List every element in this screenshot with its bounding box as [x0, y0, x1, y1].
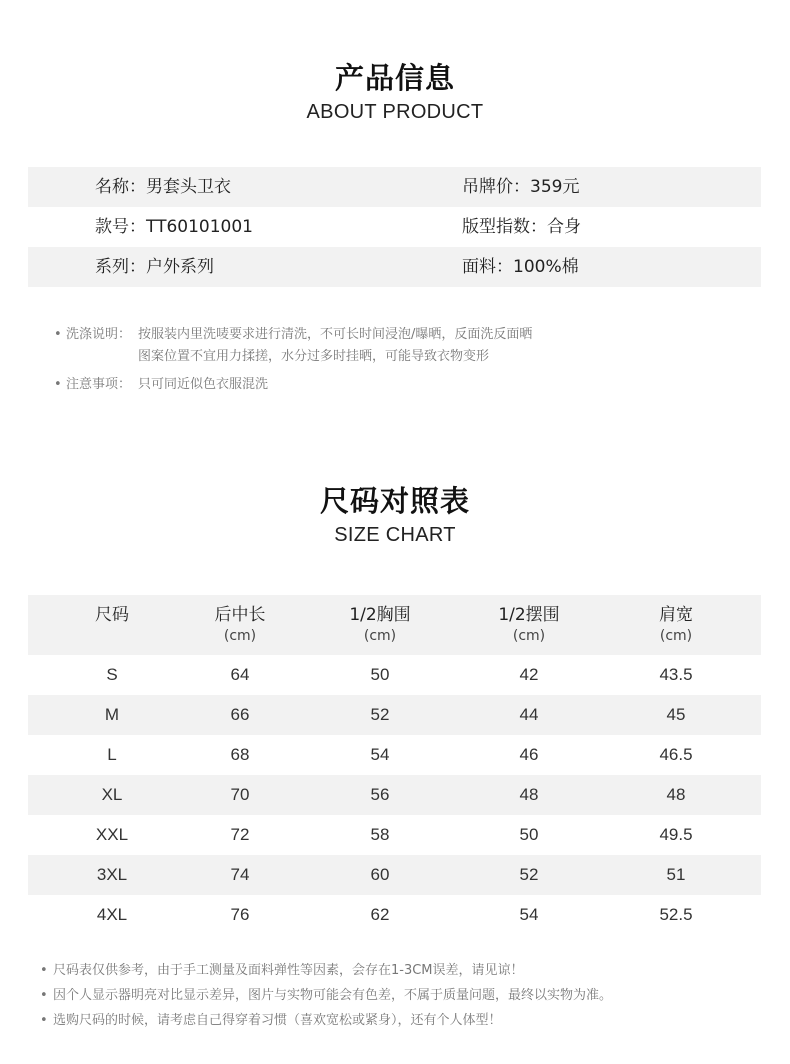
header-half-hem: 1/2摆围 (cm): [498, 605, 560, 644]
footnote: [40, 958, 612, 983]
cell-half-hem: 52: [519, 865, 539, 884]
size-footnotes: [40, 958, 612, 1033]
bullet-dot: •: [40, 988, 48, 1003]
table-row: [28, 655, 761, 695]
size-table-header: [28, 595, 761, 655]
product-info-subtitle: ABOUT PRODUCT: [306, 101, 484, 123]
cell-size: M: [104, 705, 120, 724]
product-info-title: 产品信息: [334, 61, 455, 95]
table-row: [28, 735, 761, 775]
info-price: 吊牌价：359元: [462, 177, 580, 197]
cell-half-hem: 46: [519, 745, 539, 764]
note-text: 只可同近似色衣服混洗: [138, 377, 269, 392]
table-row: [28, 815, 761, 855]
cell-half-hem: 48: [519, 785, 539, 804]
footnote: [40, 983, 612, 1008]
cell-half-chest: 56: [370, 785, 390, 804]
bullet-dot: •: [54, 377, 62, 392]
note-label: 洗涤说明：: [66, 327, 132, 342]
product-info-table: [28, 167, 761, 287]
cell-half-chest: 52: [370, 705, 390, 724]
cell-half-hem: 50: [519, 825, 539, 844]
info-fit-index: 版型指数：合身: [462, 217, 581, 237]
cell-half-chest: 54: [370, 745, 390, 764]
info-name: 名称：男套头卫衣: [95, 177, 231, 197]
cell-half-chest: 50: [370, 665, 390, 684]
cell-half-chest: 58: [370, 825, 390, 844]
table-row: [28, 855, 761, 895]
cell-back-length: 64: [230, 665, 250, 684]
cell-size: S: [106, 665, 118, 684]
table-row: [28, 895, 761, 935]
cell-back-length: 74: [230, 865, 250, 884]
cell-size: 4XL: [96, 905, 128, 924]
bullet-dot: •: [40, 1013, 48, 1028]
care-notes: [52, 324, 532, 396]
footnote-text: 因个人显示器明亮对比显示差异，图片与实物可能会有色差，不属于质量问题，最终以实物为准。: [53, 988, 613, 1003]
cell-size: L: [107, 745, 117, 764]
cell-half-chest: 60: [370, 865, 390, 884]
cell-shoulder-width: 45: [666, 705, 686, 724]
size-chart-title: 尺码对照表: [319, 484, 470, 518]
cell-half-hem: 54: [519, 905, 539, 924]
header-half-chest: 1/2胸围 (cm): [349, 605, 411, 644]
cell-back-length: 68: [230, 745, 250, 764]
cell-shoulder-width: 46.5: [659, 745, 693, 764]
cell-half-chest: 62: [370, 905, 390, 924]
cell-shoulder-width: 51: [666, 865, 686, 884]
cell-shoulder-width: 48: [666, 785, 686, 804]
bullet-dot: •: [54, 327, 62, 342]
footnote-text: 选购尺码的时候，请考虑自己得穿着习惯（喜欢宽松或紧身），还有个人体型！: [53, 1013, 502, 1028]
size-chart-subtitle: SIZE CHART: [334, 524, 456, 546]
size-table: [28, 595, 761, 935]
cell-back-length: 70: [230, 785, 250, 804]
cell-half-hem: 44: [519, 705, 539, 724]
info-row: [28, 167, 761, 207]
header-size: 尺码: [95, 605, 129, 625]
info-row: [28, 207, 761, 247]
info-style-number: 款号：TT60101001: [95, 217, 253, 237]
note-text: 按服装内里洗唛要求进行清洗，不可长时间浸泡/曝晒，反面洗反面晒: [138, 327, 533, 342]
header-back-length: 后中长 (cm): [214, 605, 266, 644]
cell-back-length: 72: [230, 825, 250, 844]
cell-back-length: 66: [230, 705, 250, 724]
note-label: 注意事项：: [66, 377, 132, 392]
cell-shoulder-width: 52.5: [659, 905, 693, 924]
cell-back-length: 76: [230, 905, 250, 924]
note-text-continued: 图案位置不宜用力揉搓，水分过多时挂晒，可能导致衣物变形: [138, 349, 490, 364]
table-row: [28, 695, 761, 735]
cell-size: XL: [101, 785, 123, 804]
cell-size: 3XL: [96, 865, 128, 884]
bullet-dot: •: [40, 963, 48, 978]
footnote: [40, 1008, 612, 1033]
header-shoulder-width: 肩宽 (cm): [659, 605, 693, 644]
info-series: 系列：户外系列: [95, 257, 214, 277]
cell-half-hem: 42: [519, 665, 539, 684]
table-row: [28, 775, 761, 815]
info-fabric: 面料：100%棉: [462, 257, 579, 277]
footnote-text: 尺码表仅供参考，由于手工测量及面料弹性等因素，会存在1-3CM误差，请见谅！: [53, 963, 524, 978]
attention-note: [52, 374, 532, 396]
info-row: [28, 247, 761, 287]
cell-shoulder-width: 43.5: [659, 665, 693, 684]
washing-note: [52, 324, 532, 368]
cell-size: XXL: [95, 825, 129, 844]
cell-shoulder-width: 49.5: [659, 825, 693, 844]
